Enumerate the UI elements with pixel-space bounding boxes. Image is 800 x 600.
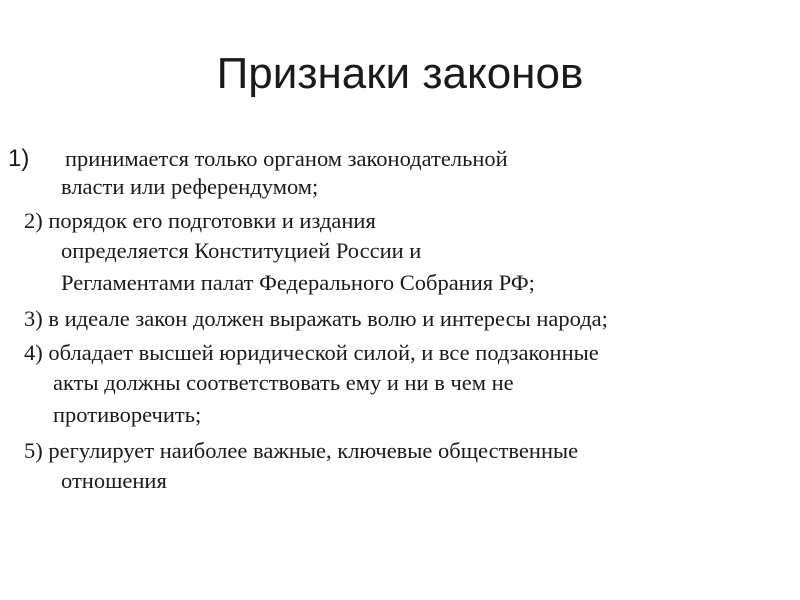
- list-item-5-line-2: отношения: [61, 468, 167, 493]
- list-item-2-line-3: Регламентами палат Федерального Собрания РФ;: [61, 270, 535, 295]
- list-item-1-line-1: принимается только органом законодательной: [65, 146, 508, 171]
- list-item-2-line-2: определяется Конституцией России и: [61, 238, 422, 263]
- list-item-1-line-2: власти или референдумом;: [61, 174, 319, 199]
- list-item-5-line-1: 5) регулирует наиболее важные, ключевые общественные: [24, 438, 579, 463]
- list-item-2-line-1: 2) порядок его подготовки и издания: [24, 208, 376, 233]
- list-item-1-number: 1): [8, 145, 30, 172]
- list-item-4-line-3: противоречить;: [53, 402, 202, 427]
- slide-title: Признаки законов: [216, 49, 584, 98]
- list-item-4-line-1: 4) обладает высшей юридической силой, и все подзаконные: [24, 340, 599, 365]
- list-item-3-line-1: 3) в идеале закон должен выражать волю и интересы народа;: [24, 306, 608, 331]
- list-item-4-line-2: акты должны соответствовать ему и ни в чем не: [53, 370, 514, 395]
